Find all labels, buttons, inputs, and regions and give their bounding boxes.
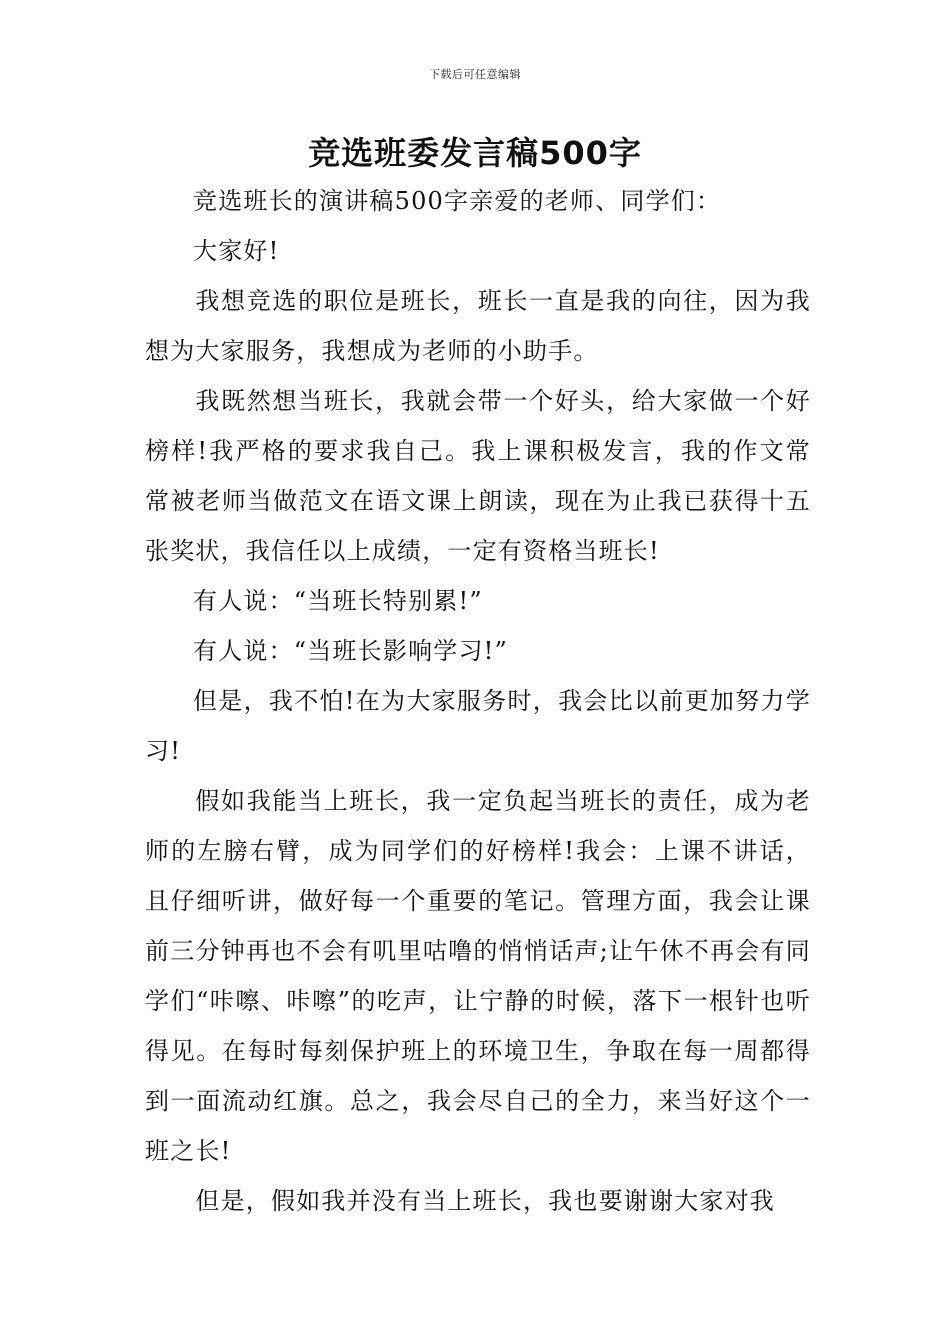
paragraph: 假如我能当上班长，我一定负起当班长的责任，成为老师的左膀右臂，成为同学们的好榜样!我会：上课不讲话，且仔细听讲，做好每一个重要的笔记。管理方面，我会让课前三分钟再也不会有叽里咕噜的悄悄话声;让午休不再会有同学们“咔嚓、咔嚓”的吃声，让宁静的时候，落下一根针也听得见。在每时每刻保护班上的环境卫生，争取在每一周都得到一面流动红旗。总之，我会尽自己的全力，来当好这个一班之长!: [145, 787, 811, 1165]
paragraph: 有人说：“当班长影响学习!”: [193, 637, 508, 665]
document-title: 竞选班委发言稿500字: [308, 134, 642, 172]
paragraph: 我想竞选的职位是班长，班长一直是我的向往，因为我想为大家服务，我想成为老师的小助手。: [145, 287, 811, 365]
paragraph: 但是，我不怕!在为大家服务时，我会比以前更加努力学习!: [145, 687, 811, 765]
paragraph: 竞选班长的演讲稿500字亲爱的老师、同学们：: [193, 187, 722, 215]
paragraph: 但是，假如我并没有当上班长，我也要谢谢大家对我: [195, 1187, 775, 1215]
header-note: 下载后可任意编辑: [429, 68, 521, 81]
paragraph: 有人说：“当班长特别累!”: [193, 587, 483, 615]
paragraph: 大家好!: [193, 237, 280, 265]
paragraph: 我既然想当班长，我就会带一个好头，给大家做一个好榜样!我严格的要求我自己。我上课积极发言，我的作文常常被老师当做范文在语文课上朗读，现在为止我已获得十五张奖状，我信任以上成绩，一定有资格当班长!: [145, 387, 811, 565]
document-body: [145, 176, 811, 1226]
